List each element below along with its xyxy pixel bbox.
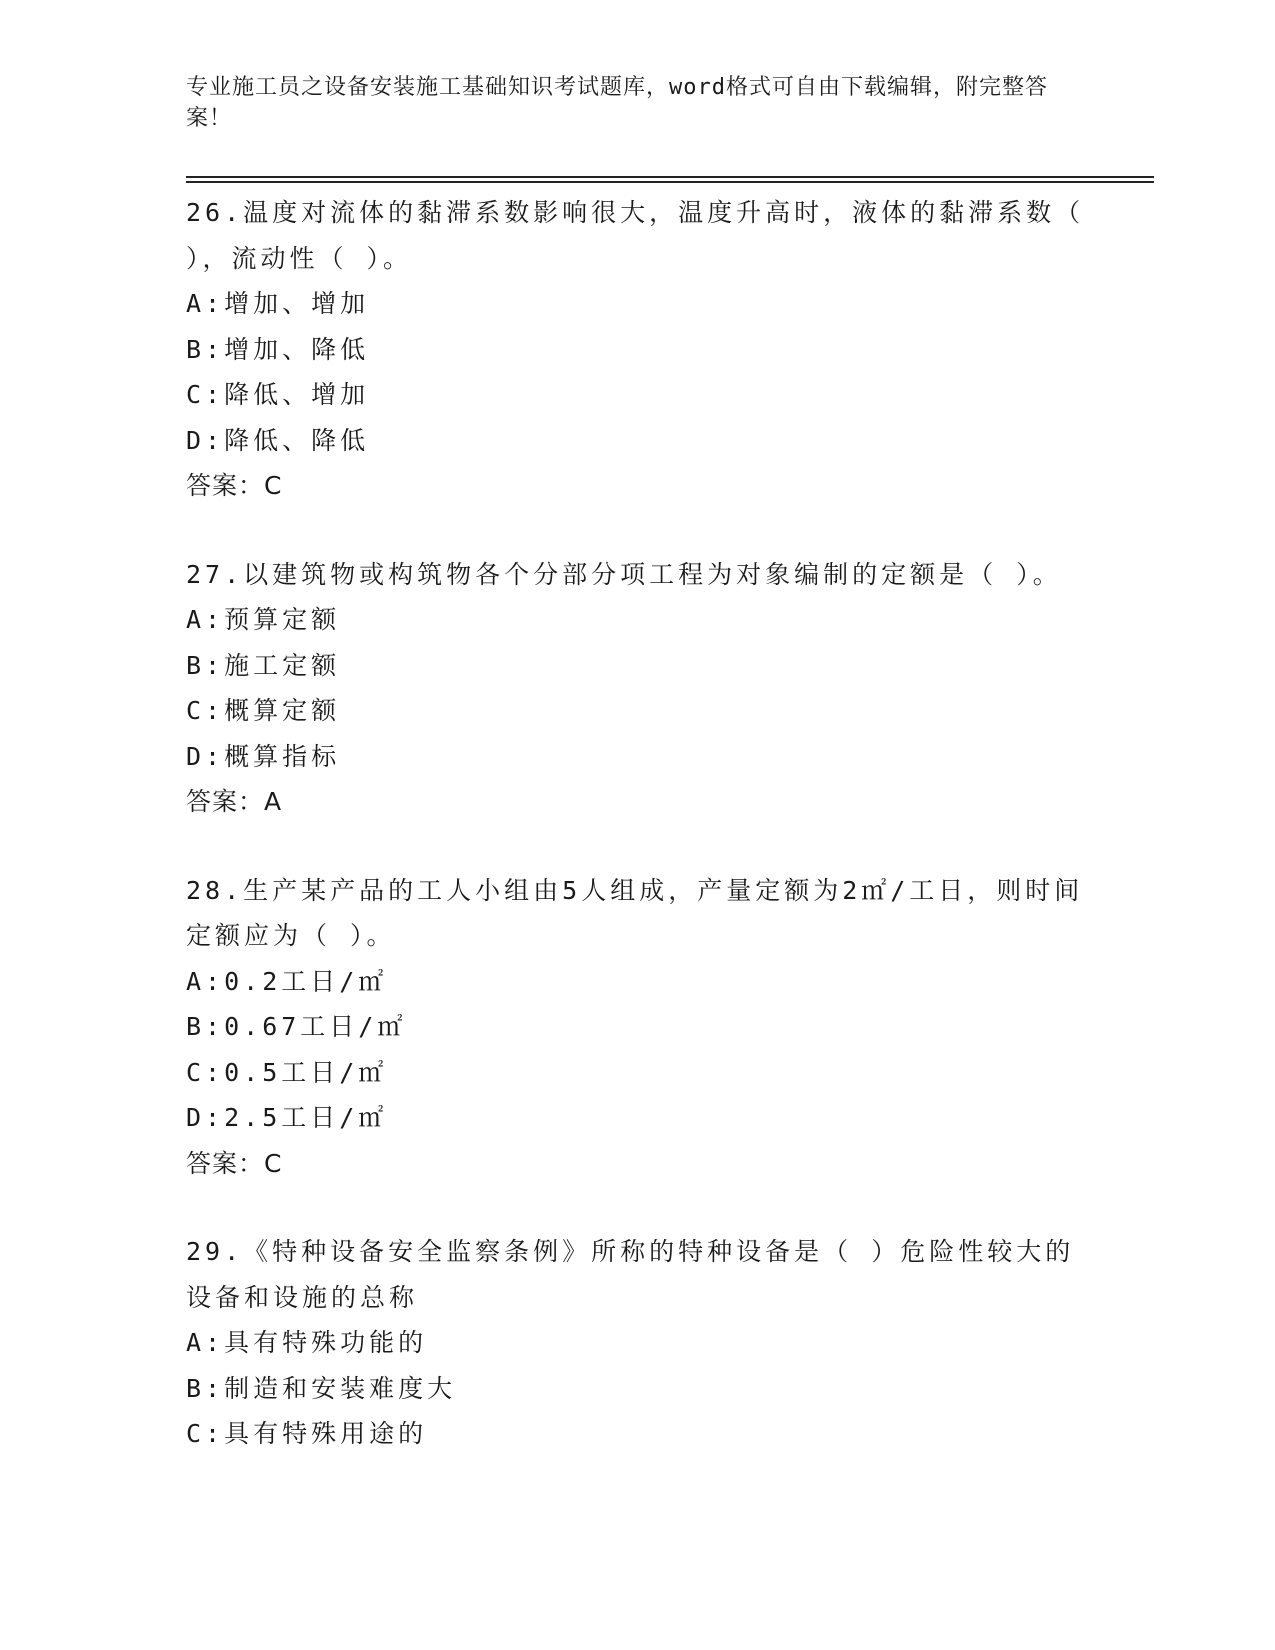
document-header: 专业施工员之设备安装施工基础知识考试题库，word格式可自由下载编辑，附完整答案！	[186, 75, 1048, 131]
option-d: D:概算指标	[186, 741, 341, 771]
option-a: A:预算定额	[186, 605, 341, 634]
option-b: B:0.67工日/㎡	[186, 1012, 407, 1041]
header-divider-top	[186, 176, 1154, 178]
option-c: C:概算定额	[186, 696, 341, 725]
question-28	[186, 868, 1086, 1187]
answer-line: 答案：C	[186, 471, 283, 500]
question-stem: 26.温度对流体的黏滞系数影响很大，温度升高时，液体的黏滞系数（ ），流动性（ ）。	[186, 198, 1085, 273]
question-26	[186, 190, 1086, 509]
option-c: C:具有特殊用途的	[186, 1419, 428, 1448]
option-b: B:制造和安装难度大	[186, 1373, 457, 1403]
option-a: A:0.2工日/㎡	[186, 966, 388, 996]
question-list	[186, 190, 1086, 1500]
option-a: A:增加、增加	[186, 289, 370, 318]
header-divider-bottom	[186, 181, 1154, 183]
answer-line: 答案：C	[186, 1148, 283, 1178]
option-c: C:0.5工日/㎡	[186, 1057, 388, 1087]
option-c: C:降低、增加	[186, 380, 370, 409]
question-stem: 29.《特种设备安全监察条例》所称的特种设备是（ ）危险性较大的设备和设施的总称	[186, 1237, 1075, 1312]
question-stem: 28.生产某产品的工人小组由5人组成，产量定额为2㎡/工日，则时间定额应为（ ）。	[186, 875, 1084, 950]
question-27	[186, 552, 1086, 825]
option-d: D:降低、降低	[186, 425, 370, 455]
question-stem: 27.以建筑物或构筑物各个分部分项工程为对象编制的定额是（ ）。	[186, 559, 1062, 589]
answer-line: 答案：A	[186, 787, 283, 816]
option-b: B:增加、降低	[186, 334, 370, 364]
option-d: D:2.5工日/㎡	[186, 1103, 388, 1132]
option-a: A:具有特殊功能的	[186, 1328, 428, 1357]
option-b: B:施工定额	[186, 650, 341, 680]
question-29	[186, 1229, 1086, 1457]
